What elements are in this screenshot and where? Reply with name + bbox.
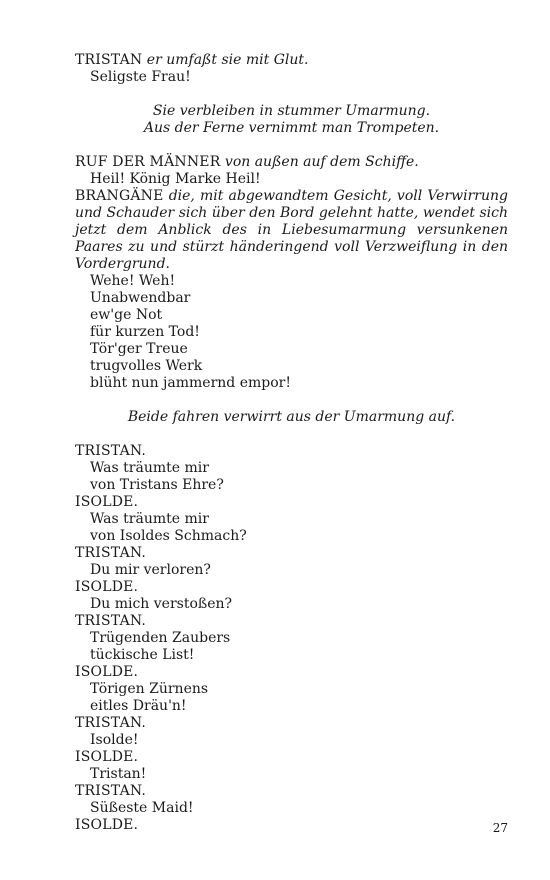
verse-line: blüht nun jammernd empor! bbox=[90, 375, 291, 391]
verse-line: eitles Dräu'n! bbox=[90, 698, 187, 714]
speaker-name: RUF DER MÄNNER bbox=[75, 154, 221, 170]
speech-heading bbox=[75, 52, 508, 69]
speaker-name: ISOLDE. bbox=[75, 664, 139, 680]
verse-line: Wehe! Weh! bbox=[90, 273, 176, 289]
speaker-name: TRISTAN. bbox=[75, 783, 147, 799]
verse-line: Was träumte mir bbox=[90, 460, 209, 476]
speaker-name: ISOLDE. bbox=[75, 579, 139, 595]
speaker-name: ISOLDE. bbox=[75, 494, 139, 510]
stage-direction-inline: die, mit abgewandtem Gesicht, voll Verwirrung und Schauder sich über den Bord gelehnt hatte, wendet sich jetzt dem Anblick des in Liebesumarmung versunkenen Paares zu und stürzt händeringend voll Verzweiflung in den Vordergrund. bbox=[75, 188, 508, 272]
verse-line: Was träumte mir bbox=[90, 511, 209, 527]
verse-line: Du mir verloren? bbox=[90, 562, 211, 578]
verse-line: Unabwendbar bbox=[90, 290, 191, 306]
speaker-name: ISOLDE. bbox=[75, 817, 139, 833]
speech-heading bbox=[75, 154, 508, 171]
stage-direction: Aus der Ferne vernimmt man Trompeten. bbox=[143, 120, 440, 136]
speaker-name: TRISTAN. bbox=[75, 545, 147, 561]
speech-heading bbox=[75, 188, 508, 273]
verse-line: Tör'ger Treue bbox=[90, 341, 188, 357]
speaker-name: TRISTAN bbox=[75, 52, 143, 68]
verse-line: von Tristans Ehre? bbox=[90, 477, 224, 493]
dialogue bbox=[75, 443, 508, 834]
verse-line: Du mich verstoßen? bbox=[90, 596, 233, 612]
speaker-name: TRISTAN. bbox=[75, 443, 147, 459]
speaker-name: TRISTAN. bbox=[75, 715, 147, 731]
verse-line: Törigen Zürnens bbox=[90, 681, 209, 697]
page-text bbox=[75, 52, 508, 834]
verse-line: ew'ge Not bbox=[90, 307, 163, 323]
verse-line: Isolde! bbox=[90, 732, 139, 748]
verse-line: Süßeste Maid! bbox=[90, 800, 194, 816]
speaker-name: BRANGÄNE bbox=[75, 188, 164, 204]
stage-direction: Beide fahren verwirrt aus der Umarmung auf. bbox=[127, 409, 456, 425]
stage-direction-inline: er umfaßt sie mit Glut. bbox=[146, 52, 309, 68]
stage-direction: Sie verbleiben in stummer Umarmung. bbox=[152, 103, 431, 119]
verse-line: Seligste Frau! bbox=[90, 69, 191, 85]
stage-direction-inline: von außen auf dem Schiffe. bbox=[224, 154, 419, 170]
verse-line: von Isoldes Schmach? bbox=[90, 528, 247, 544]
verse-line: Tristan! bbox=[90, 766, 147, 782]
verse-line: Trügenden Zaubers bbox=[90, 630, 231, 646]
verse-line: Heil! König Marke Heil! bbox=[90, 171, 261, 187]
speaker-name: TRISTAN. bbox=[75, 613, 147, 629]
page-number: 27 bbox=[492, 821, 508, 835]
verse-line: trugvolles Werk bbox=[90, 358, 203, 374]
speaker-name: ISOLDE. bbox=[75, 749, 139, 765]
verse-line: für kurzen Tod! bbox=[90, 324, 200, 340]
verse-line: tückische List! bbox=[90, 647, 195, 663]
